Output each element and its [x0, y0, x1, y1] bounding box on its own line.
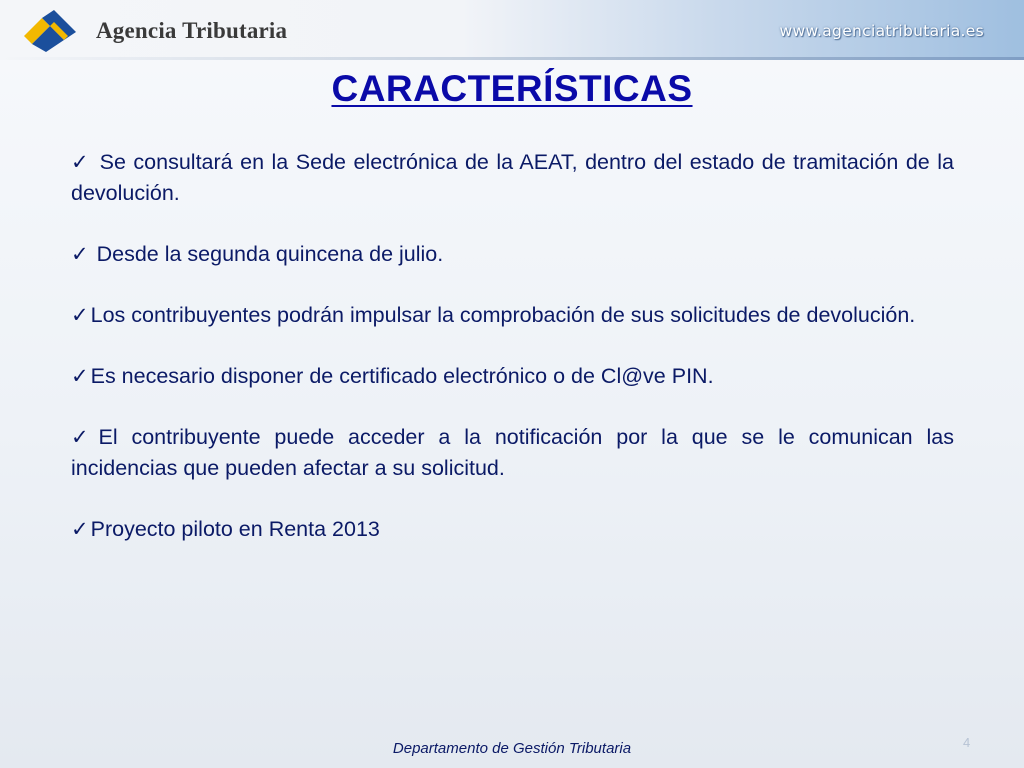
slide-header: [0, 0, 1024, 60]
checkmark-icon: ✓: [71, 365, 89, 388]
bullet-item: [71, 514, 954, 545]
checkmark-icon: ✓: [71, 243, 89, 266]
slide-title-text: CARACTERÍSTICAS: [331, 68, 693, 109]
bullet-text: El contribuyente puede acceder a la notificación por la que se le comunican las incidencias que pueden afectar a su solicitud.: [71, 425, 954, 480]
checkmark-icon: ✓: [71, 426, 97, 449]
bullet-text: Desde la segunda quincena de julio.: [90, 242, 444, 266]
checkmark-icon: ✓: [71, 518, 89, 541]
checkmark-icon: ✓: [71, 304, 89, 327]
bullet-text: Es necesario disponer de certificado electrónico o de Cl@ve PIN.: [90, 364, 714, 388]
bullet-item: [71, 147, 954, 209]
page-number: 4: [963, 735, 971, 750]
bullet-item: [71, 422, 954, 484]
bullet-list: [71, 147, 954, 575]
bullet-text: Los contribuyentes podrán impulsar la comprobación de sus solicitudes de devolución.: [90, 303, 916, 327]
slide-footer: [0, 740, 1024, 758]
bullet-item: [71, 239, 954, 270]
bullet-item: [71, 300, 954, 331]
site-url: www.agenciatributaria.es: [779, 22, 984, 40]
department-name: Departamento de Gestión Tributaria: [392, 740, 632, 757]
slide-title: [0, 68, 1024, 110]
bullet-item: [71, 361, 954, 392]
bullet-text: Se consultará en la Sede electrónica de la AEAT, dentro del estado de tramitación de la devolución.: [71, 150, 954, 205]
logo-text: Agencia Tributaria: [96, 18, 288, 43]
bullet-text: Proyecto piloto en Renta 2013: [90, 517, 380, 541]
checkmark-icon: ✓: [71, 151, 91, 174]
aeat-logo-icon: [20, 8, 80, 54]
